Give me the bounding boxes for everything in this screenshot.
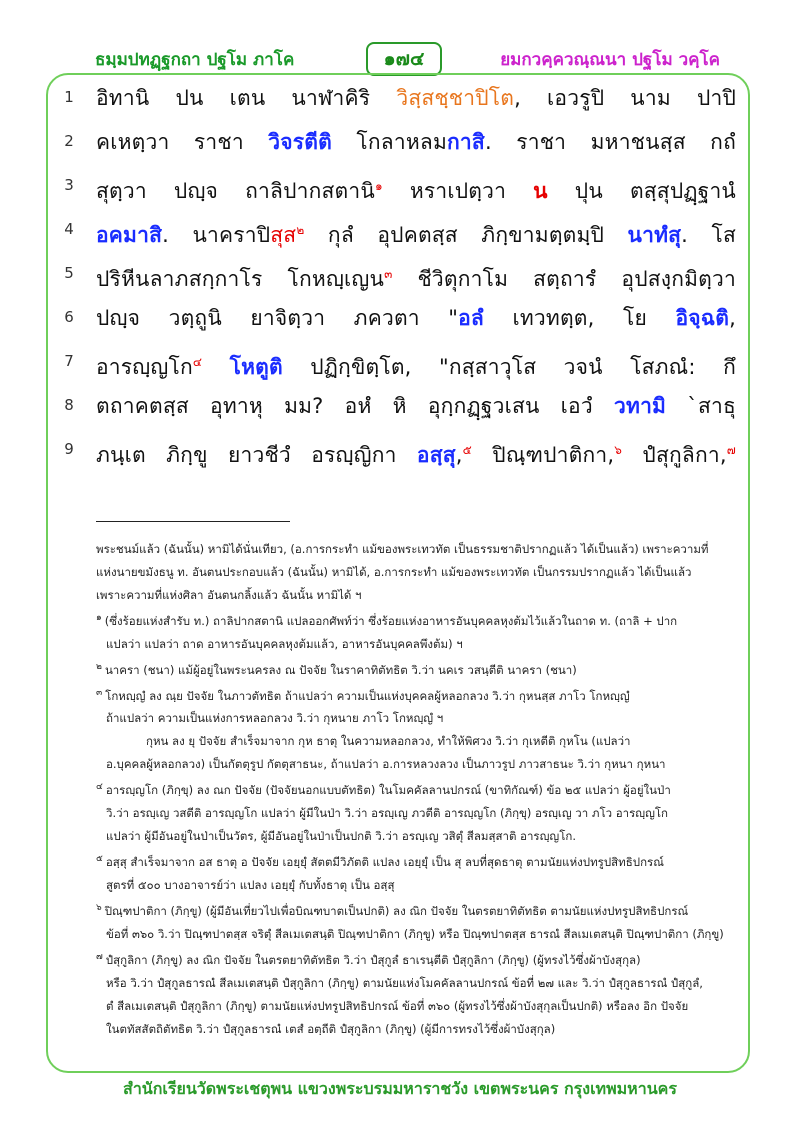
footnote-line (96, 825, 726, 848)
book-title: ธมฺมปทฏฺฐกถา ปฐโม ภาโค (95, 50, 295, 70)
text-segment: หราเปตฺวา (382, 179, 534, 203)
footnote-line (96, 682, 726, 708)
text-segment: . ราชา มหาชนสฺส กถํ (484, 130, 736, 154)
text-segment: ปํสุกูลิกา, (622, 443, 727, 467)
footnote-text: ข้อที่ ๓๖๐ วิ.ว่า ปิณฺฑปาตสฺส จริตุํ สีลเมเตสนฺติ ปิณฺฑปาติกา (ภิกฺขู) หรือ ปิณฺฑปาตสฺส ธารณํ สีลเมเตสนฺติ ปิณฺฑปาติกา (ภิกฺขู) (106, 926, 724, 941)
footnote-line (96, 946, 726, 972)
footnote-line (96, 923, 726, 946)
text-line (0, 252, 800, 296)
text-line (0, 428, 800, 472)
footnote-line (96, 707, 726, 730)
text-segment: , เอวรูปิ นาม ปาปิ (514, 86, 736, 110)
footnote-text: เพราะความที่แห่งศิลา อันตนกลิ้งแล้ว ฉันนั้น หามิได้ ฯ (96, 588, 362, 602)
highlighted-word: อสฺสุ (416, 443, 456, 467)
footnote-text: ปํสุกูลิกา (ภิกฺขู) ลง ณิก ปัจจัย ในตรตยาทิตัทธิต วิ.ว่า ปํสุกูลํ ธาเรนฺตีติ ปํสุกูลิกา (ภิกฺขู) (ผู้ทรงไว้ซึ่งผ้าบังสุกุล) (105, 952, 641, 967)
line-text (96, 120, 736, 164)
line-number: 8 (64, 396, 74, 414)
highlighted-word: นาทํสุ (627, 223, 682, 247)
footnote-marker: ๑ (374, 179, 383, 193)
footnote-line (96, 802, 726, 825)
footnote-text: อ.บุคคลผู้หลอกลวง) เป็นกัตตุรูป กัตตุสาธนะ, ถ้าแปลว่า อ.การหลวงลวง เป็นภาวรูป ภาวสาธนะ วิ.ว่า กุหนา กุหนา (106, 757, 666, 772)
footnote-text: อารญฺญโก (ภิกฺขุ) ลง ณก ปัจจัย (ปัจจัยนอกแบบตัทธิต) ในโมคคัลลานปกรณ์ (ขาทิกัณฑ์) ข้อ ๒๕ แปลว่า ผู้อยู่ในป่า (105, 783, 671, 798)
footnote-text: วิ.ว่า อรญฺเญ วสตีติ อารญฺญโก แปลว่า ผู้มีในป่า วิ.ว่า อรญฺเญ ภวตีติ อารญฺญโก (ภิกฺขุ) อรญฺเญ วา ภโว อารญฺญโก (106, 806, 669, 821)
footnotes (96, 538, 726, 1041)
footnote-line (96, 730, 726, 753)
footnote-line (96, 538, 726, 561)
line-number: 7 (64, 352, 74, 370)
footnote-text: โกหญฺญํ ลง ณฺย ปัจจัย ในภาวตัทธิต ถ้าแปลว่า ความเป็นแห่งบุคคลผู้หลอกลวง วิ.ว่า กุหนสฺส ภาโว โกหญฺญํ (105, 688, 630, 703)
line-number: 6 (64, 308, 74, 326)
highlighted-word: กาสิ (447, 130, 485, 154)
text-line (0, 208, 800, 252)
highlighted-word: โหตูติ (229, 355, 283, 379)
text-segment: คเหตฺวา ราชา (96, 130, 269, 154)
footnote-number: ๒ (96, 661, 102, 672)
highlighted-word: สุส (270, 223, 297, 247)
highlighted-word: วิสฺสชฺชาปิโต (396, 86, 515, 110)
footnote-line (96, 897, 726, 923)
footnote-number: ๓ (96, 687, 103, 698)
footnote-marker: ๗ (726, 443, 736, 457)
text-segment: `สาธุ (666, 394, 736, 418)
footnote-line (96, 874, 726, 897)
line-number: 4 (64, 220, 74, 238)
text-segment: ปญฺจ วตฺถูนิ ยาจิตฺวา ภควตา " (96, 306, 459, 330)
footnote-text: ปิณฺฑปาติกา (ภิกฺขู) (ผู้มีอันเที่ยวไปเพื่อบิณฑบาตเป็นปกติ) ลง ณิก ปัจจัย ในตรตยาทิตัทธิต ตามนัยแห่งปทรูปสิทธิปกรณ์ (104, 903, 689, 918)
line-text (96, 252, 736, 301)
text-segment: . โส (681, 223, 736, 247)
text-segment (202, 355, 229, 379)
line-text (96, 340, 736, 389)
text-segment: , (729, 306, 736, 330)
text-line (0, 296, 800, 340)
footnote-text: สูตรที่ ๕๐๐ บางอาจารย์ว่า แปลง เอยฺยุํ กับทั้งธาตุ เป็น อสฺสุ (106, 878, 395, 893)
footnote-number: ๗ (96, 951, 103, 962)
footnote-marker: ๓ (384, 267, 393, 281)
line-text (96, 428, 736, 477)
footnote-text: หรือ วิ.ว่า ปํสุกูลธารณํ สีลเมเตสนฺติ ปํสุกูลิกา (ภิกฺขู) ตามนัยแห่งโมคคัลลานปกรณ์ ข้อที่ ๒๗ และ วิ.ว่า ปํสุกูลธารณํ ปํสุกูลํ, (106, 975, 703, 990)
line-text (96, 296, 736, 340)
text-segment: อารญฺญโก (96, 355, 193, 379)
footnote-marker: ๒ (296, 223, 305, 237)
footnote-marker: ๔ (192, 355, 203, 369)
line-number: 3 (64, 176, 74, 194)
text-line (0, 76, 800, 120)
footnote-text: ตํ สีลเมเตสนฺติ ปํสุกูลิกา (ภิกฺขู) ตามนัยแห่งปทรูปสิทธิปกรณ์ ข้อที่ ๓๖๐ (ผู้ทรงไว้ซึ่งผ้าบังสุกุลเป็นปกติ) หรือลง อิก ปัจจัย (106, 998, 689, 1013)
footnote-line (96, 995, 726, 1018)
footnote-marker: ๖ (614, 443, 623, 457)
footnote-text: ในตทัสสัตถิตัทธิต วิ.ว่า ปํสุกูลธารณํ เตสํ อตฺถีติ ปํสุกูลิกา (ภิกฺขู) (ผู้มีการทรงไว้ซึ่งผ้าบังสุกุล) (106, 1021, 556, 1036)
footnote-text: นาครา (ชนา) แม้ผู้อยู่ในพระนครลง ณ ปัจจัย ในราคาทิตัทธิต วิ.ว่า นคเร วสนฺตีติ นาครา (ชนา) (104, 662, 577, 677)
chapter-title: ยมกวคฺควณฺณนา ปฐโม วคฺโค (500, 50, 720, 70)
text-segment: ภนฺเต ภิกฺขู ยาวชีวํ อรญฺญิกา (96, 443, 417, 467)
text-segment: ปิณฺฑปาติกา, (471, 443, 615, 467)
footnote-number: ๑ (96, 613, 102, 623)
footnote-divider (96, 521, 290, 522)
text-line (0, 384, 800, 428)
footnote-text: กุหน ลง ยุ ปัจจัย สำเร็จมาจาก กุห ธาตุ ในความหลอกลวง, ทำให้พิศวง วิ.ว่า กุเหตีติ กุหโน (แปลว่า (146, 734, 631, 749)
highlighted-word: วทามิ (614, 394, 667, 418)
text-segment: . นาคราปิ (162, 223, 271, 247)
footnote-number: ๔ (96, 782, 103, 793)
footnote-line (96, 656, 726, 682)
text-line (0, 340, 800, 384)
text-segment: เทวทตฺต, โย (484, 306, 676, 330)
footnote-text: แปลว่า ผู้มีอันอยู่ในป่าเป็นวัตร, ผู้มีอันอยู่ในป่าเป็นปกติ วิ.ว่า อรญฺเญ วสิตุํ สีลมสฺสาติ อารญฺญโก. (106, 829, 576, 844)
text-segment: ปฏิกฺขิตฺโต, "กสฺสาวุโส วจนํ โสภณํ: กึ (282, 355, 736, 379)
text-segment: ปริหีนลาภสกฺกาโร โกหญฺเญน (96, 267, 385, 291)
footnote-number: ๕ (96, 854, 103, 865)
footnote-line (96, 1018, 726, 1041)
highlighted-word: น (533, 179, 548, 203)
line-number: 2 (64, 132, 74, 150)
footnote-marker: ๕ (462, 443, 472, 457)
footnote-line (96, 776, 726, 802)
text-segment: ตถาคตสฺส อุทาหุ มม? อหํ หิ อุกฺกฏฺฐวเสน เอวํ (96, 394, 615, 418)
footnote-text: แห่งนายขมังธนู ท. อันตนประกอบแล้ว (ฉันนั้น) หามิได้, อ.การกระทำ แม้ของพระเทวทัต เป็นกรรมปรากฏแล้ว ได้เป็นแล้ว (96, 565, 692, 579)
line-text (96, 208, 736, 257)
page-footer: สำนักเรียนวัดพระเชตุพน แขวงพระบรมมหาราชวัง เขตพระนคร กรุงเทพมหานคร (123, 1079, 677, 1098)
text-segment: สุตฺวา ปญฺจ ถาลิปากสตานิ (96, 179, 375, 203)
highlighted-word: อิจฺฉติ (675, 306, 730, 330)
text-segment: ปุน ตสฺสุปฏฺฐานํ (547, 179, 736, 203)
line-number: 1 (64, 88, 74, 106)
footnote-text: แปลว่า แปลว่า ถาด อาหารอันบุคคลหุงต้มแล้ว, อาหารอันบุคคลพึงต้ม) ฯ (106, 636, 463, 651)
page-header (0, 42, 800, 76)
text-line (0, 120, 800, 164)
highlighted-word: อลํ (458, 306, 485, 330)
footnote-number: ๖ (96, 903, 102, 914)
highlighted-word: วิจรตีติ (268, 130, 332, 154)
line-number: 5 (64, 264, 74, 282)
footnote-line (96, 972, 726, 995)
text-segment: กุลํ อุปคตสฺส ภิกฺขามตฺตมฺปิ (304, 223, 628, 247)
footnote-text: อสฺสุ สำเร็จมาจาก อส ธาตุ อ ปัจจัย เอยฺยุํ สัตตมีวิภัตติ แปลง เอยฺยุํ เป็น สุ ลบที่สุดธาตุ ตามนัยแห่งปทรูปสิทธิปกรณ์ (105, 855, 664, 870)
footnote-line (96, 848, 726, 874)
footnote-line (96, 633, 726, 656)
footnote-text: พระชนม์แล้ว (ฉันนั้น) หามิได้นั่นเทียว, (อ.การกระทำ แม้ของพระเทวทัต เป็นธรรมชาติปรากฏแล้ว ได้เป็นแล้ว) เพราะความที่ (96, 542, 709, 556)
footnote-text: ถ้าแปลว่า ความเป็นแห่งการหลอกลวง วิ.ว่า กุหนาย ภาโว โกหญฺญํ ฯ (106, 711, 444, 726)
text-segment: , (455, 443, 463, 467)
footnote-line (96, 753, 726, 776)
line-text (96, 384, 736, 428)
footnote-text: (ซึ่งร้อยแห่งสำรับ ท.) ถาลิปากสตานิ แปลออกศัพท์ว่า ซึ่งร้อยแห่งอาหารอันบุคคลหุงต้มไว้แล้วในถาด ท. (ถาลิ + ปาก (104, 613, 678, 628)
text-segment: โกลาหลม (331, 130, 447, 154)
line-number: 9 (64, 440, 74, 458)
page-number: ๑๗๔ (366, 42, 442, 76)
footnote-line (96, 561, 726, 584)
text-line (0, 164, 800, 208)
text-segment: อิทานิ ปน เตน นาฬาคิริ (96, 86, 397, 110)
line-text (96, 76, 736, 120)
footnote-line (96, 584, 726, 607)
footnote-line (96, 607, 726, 633)
highlighted-word: อคมาสิ (96, 223, 163, 247)
text-segment: ชีวิตุกาโม สตฺถารํ อุปสงฺกมิตฺวา (392, 267, 736, 291)
line-text (96, 164, 736, 213)
